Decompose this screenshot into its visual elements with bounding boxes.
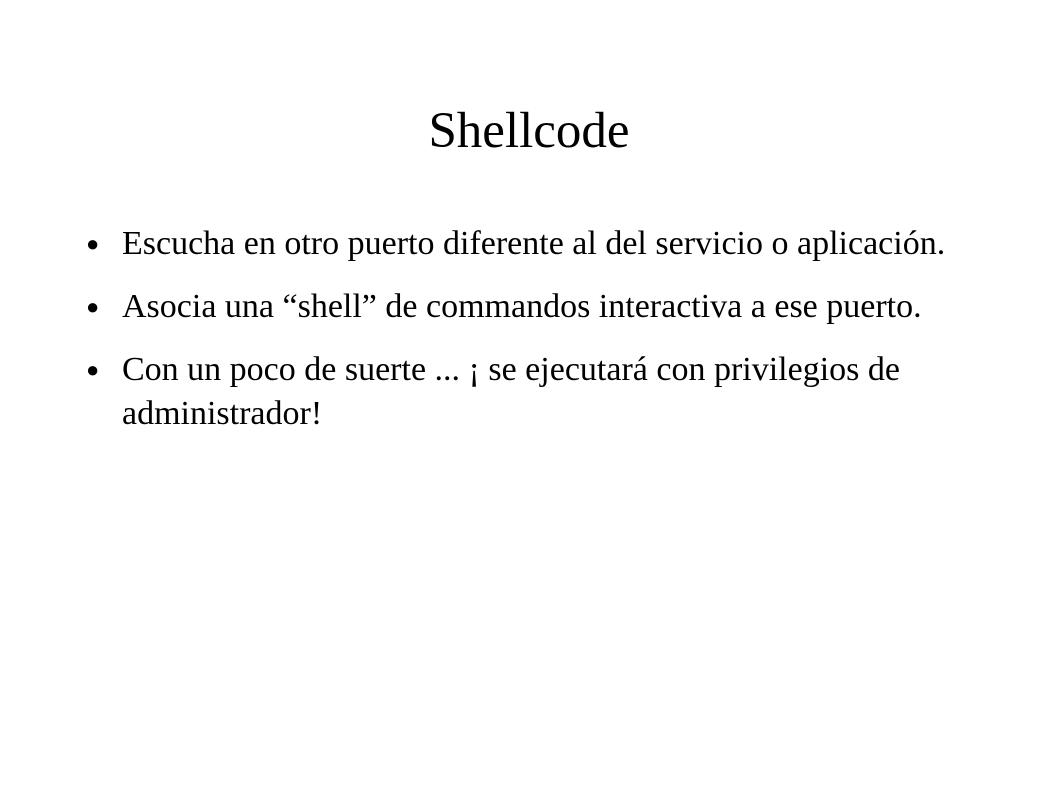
bullet-text: Asocia una “shell” de commandos interactiva a ese puerto. [122,288,922,325]
list-item [86,285,1006,329]
list-item [86,222,1006,266]
bullet-icon: ● [86,357,100,382]
bullet-icon: ● [86,231,100,256]
bullet-text: Escucha en otro puerto diferente al del servicio o aplicación. [122,225,946,262]
bullet-icon: ● [86,294,100,319]
list-item [86,348,1006,436]
slide-title: Shellcode [428,103,630,159]
bullet-text: Con un poco de suerte ... ¡ se ejecutará con privilegios de administrador! [122,351,900,432]
bullet-list [86,222,1006,455]
